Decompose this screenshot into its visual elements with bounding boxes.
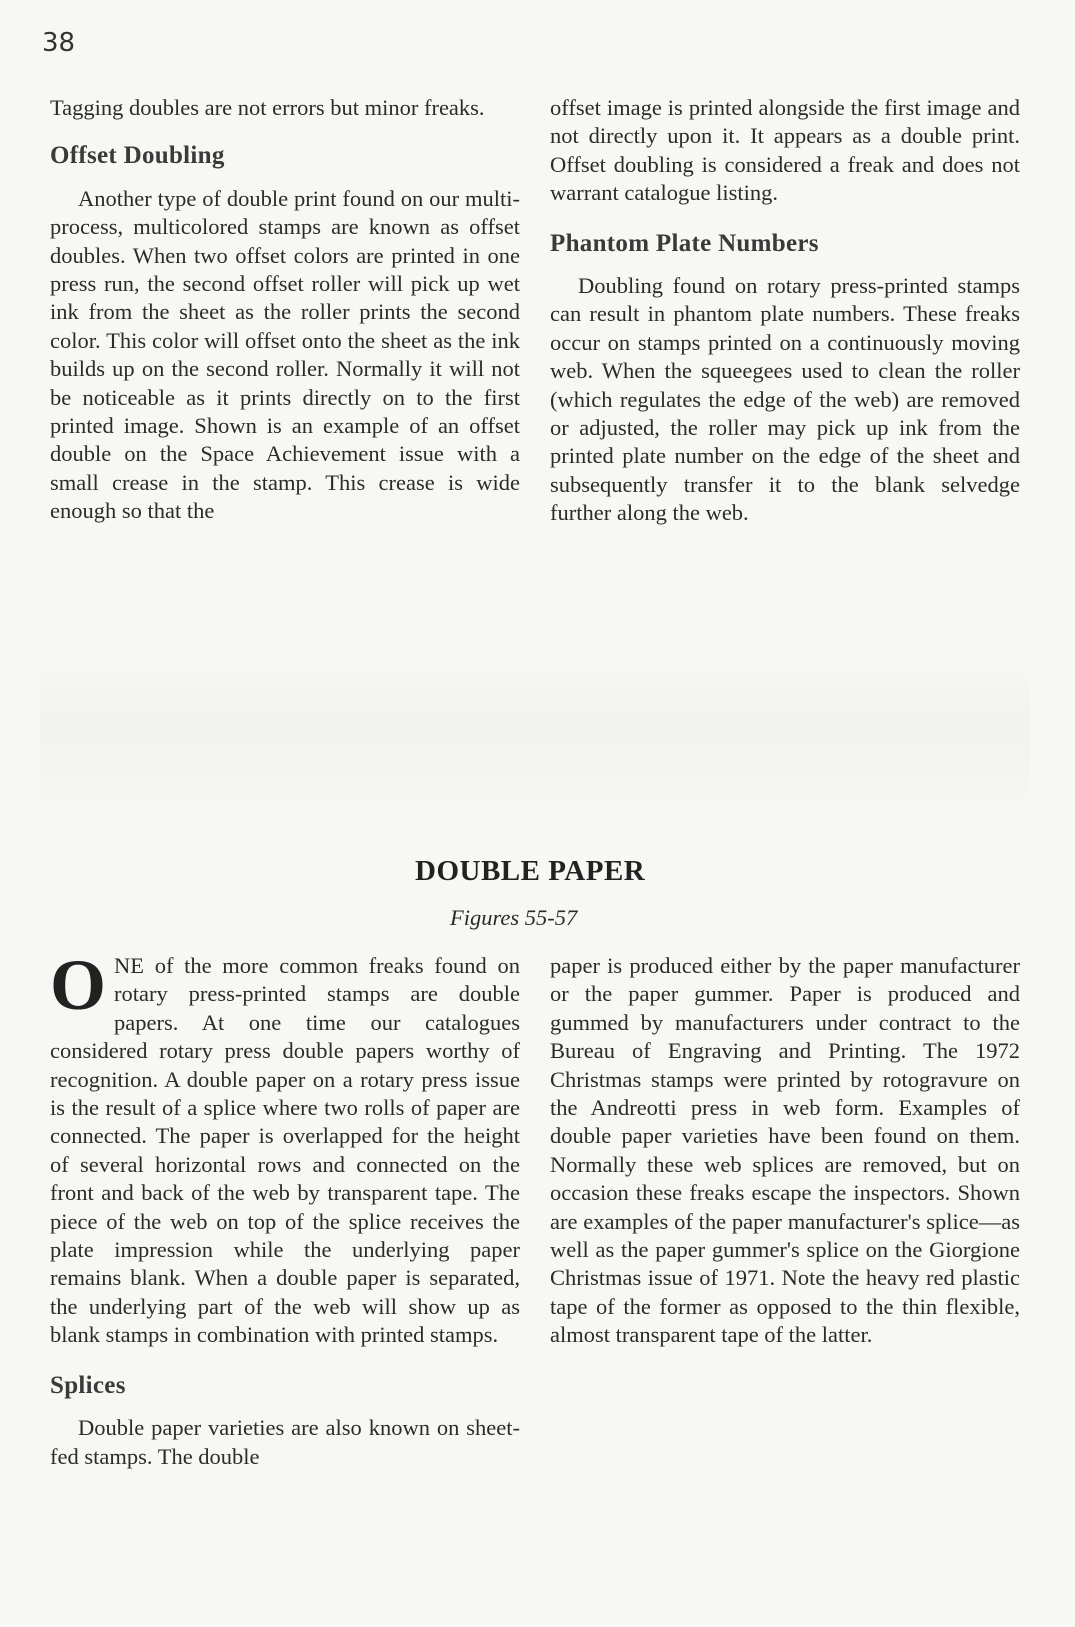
section-title: DOUBLE PAPER [415, 855, 646, 887]
drop-cap: O [50, 945, 107, 1025]
paragraph-splices: Double paper varieties are also known on sheet-fed stamps. The double [50, 1415, 520, 1469]
column-bottom-right [550, 952, 1020, 1350]
paragraph-offset-image: offset image is printed alongside the first image and not directly upon it. It appears as a double print. Offset doubling is considered a freak and does not warrant catalogue listing. [550, 95, 1020, 206]
paragraph-double-paper-text: of the more common freaks found on rotary press-printed stamps are double papers. At one time our catalogues considered rotary press double papers worthy of recognition. A double paper on a rotary press issue is the result of a splice where two rolls of paper are connected. The paper is overlapped for the height of several horizontal rows and connected on the front and back of the web by transparent tape. The piece of the web on top of the splice receives the plate impression while the underlying paper remains blank. When a double paper is separated, the underlying part of the web will show up as blank stamps in combination with printed stamps. [50, 953, 520, 1348]
column-bottom-left [50, 945, 520, 1471]
subheading-offset-doubling: Offset Doubling [50, 142, 225, 170]
page-number: 38 [42, 28, 76, 58]
subheading-splices: Splices [50, 1371, 126, 1399]
paragraph-phantom-plate: Doubling found on rotary press-printed stamps can result in phantom plate numbers. These freaks occur on stamps printed on a continuously moving web. When the squeegees used to clean the roller (which regulates the edge of the web) are removed or adjusted, the roller may pick up ink from the printed plate number on the edge of the sheet and subsequently transfer it to the blank selvedge further along the web. [550, 273, 1020, 526]
paragraph-tagging: Tagging doubles are not errors but minor freaks. [50, 95, 485, 120]
lead-word: NE [114, 953, 145, 978]
subheading-phantom-plate-numbers: Phantom Plate Numbers [550, 229, 819, 257]
section-figures-reference: Figures 55-57 [450, 905, 578, 930]
paragraph-offset-doubling: Another type of double print found on our multi-process, multicolored stamps are known as offset doubles. When two offset colors are printed in one press run, the second offset roller will pick up wet ink from the sheet as the roller prints the second color. This color will offset onto the sheet as the ink builds up on the second roller. Normally it will not be noticeable as it prints directly on to the first printed image. Shown is an example of an offset double on the Space Achievement issue with a small crease in the stamp. This crease is wide enough so that the [50, 185, 520, 524]
column-top-right [550, 94, 1020, 528]
paragraph-paper-produced: paper is produced either by the paper manufacturer or the paper gummer. Paper is produced and gummed by manufacturers under contract to the Bureau of Engraving and Printing. The 1972 Christmas stamps were printed by rotogravure on the Andreotti press in web form. Examples of double paper varieties have been found on them. Normally these web splices are removed, but on occasion these freaks escape the inspectors. Shown are examples of the paper manufacturer's splice—as well as the paper gummer's splice on the Giorgione Christmas issue of 1971. Note the heavy red plastic tape of the former as opposed to the thin flexible, almost transparent tape of the latter. [550, 953, 1020, 1348]
column-top-left [50, 94, 520, 526]
paragraph-double-paper [50, 945, 520, 1350]
show-through-shadow [40, 660, 1030, 820]
